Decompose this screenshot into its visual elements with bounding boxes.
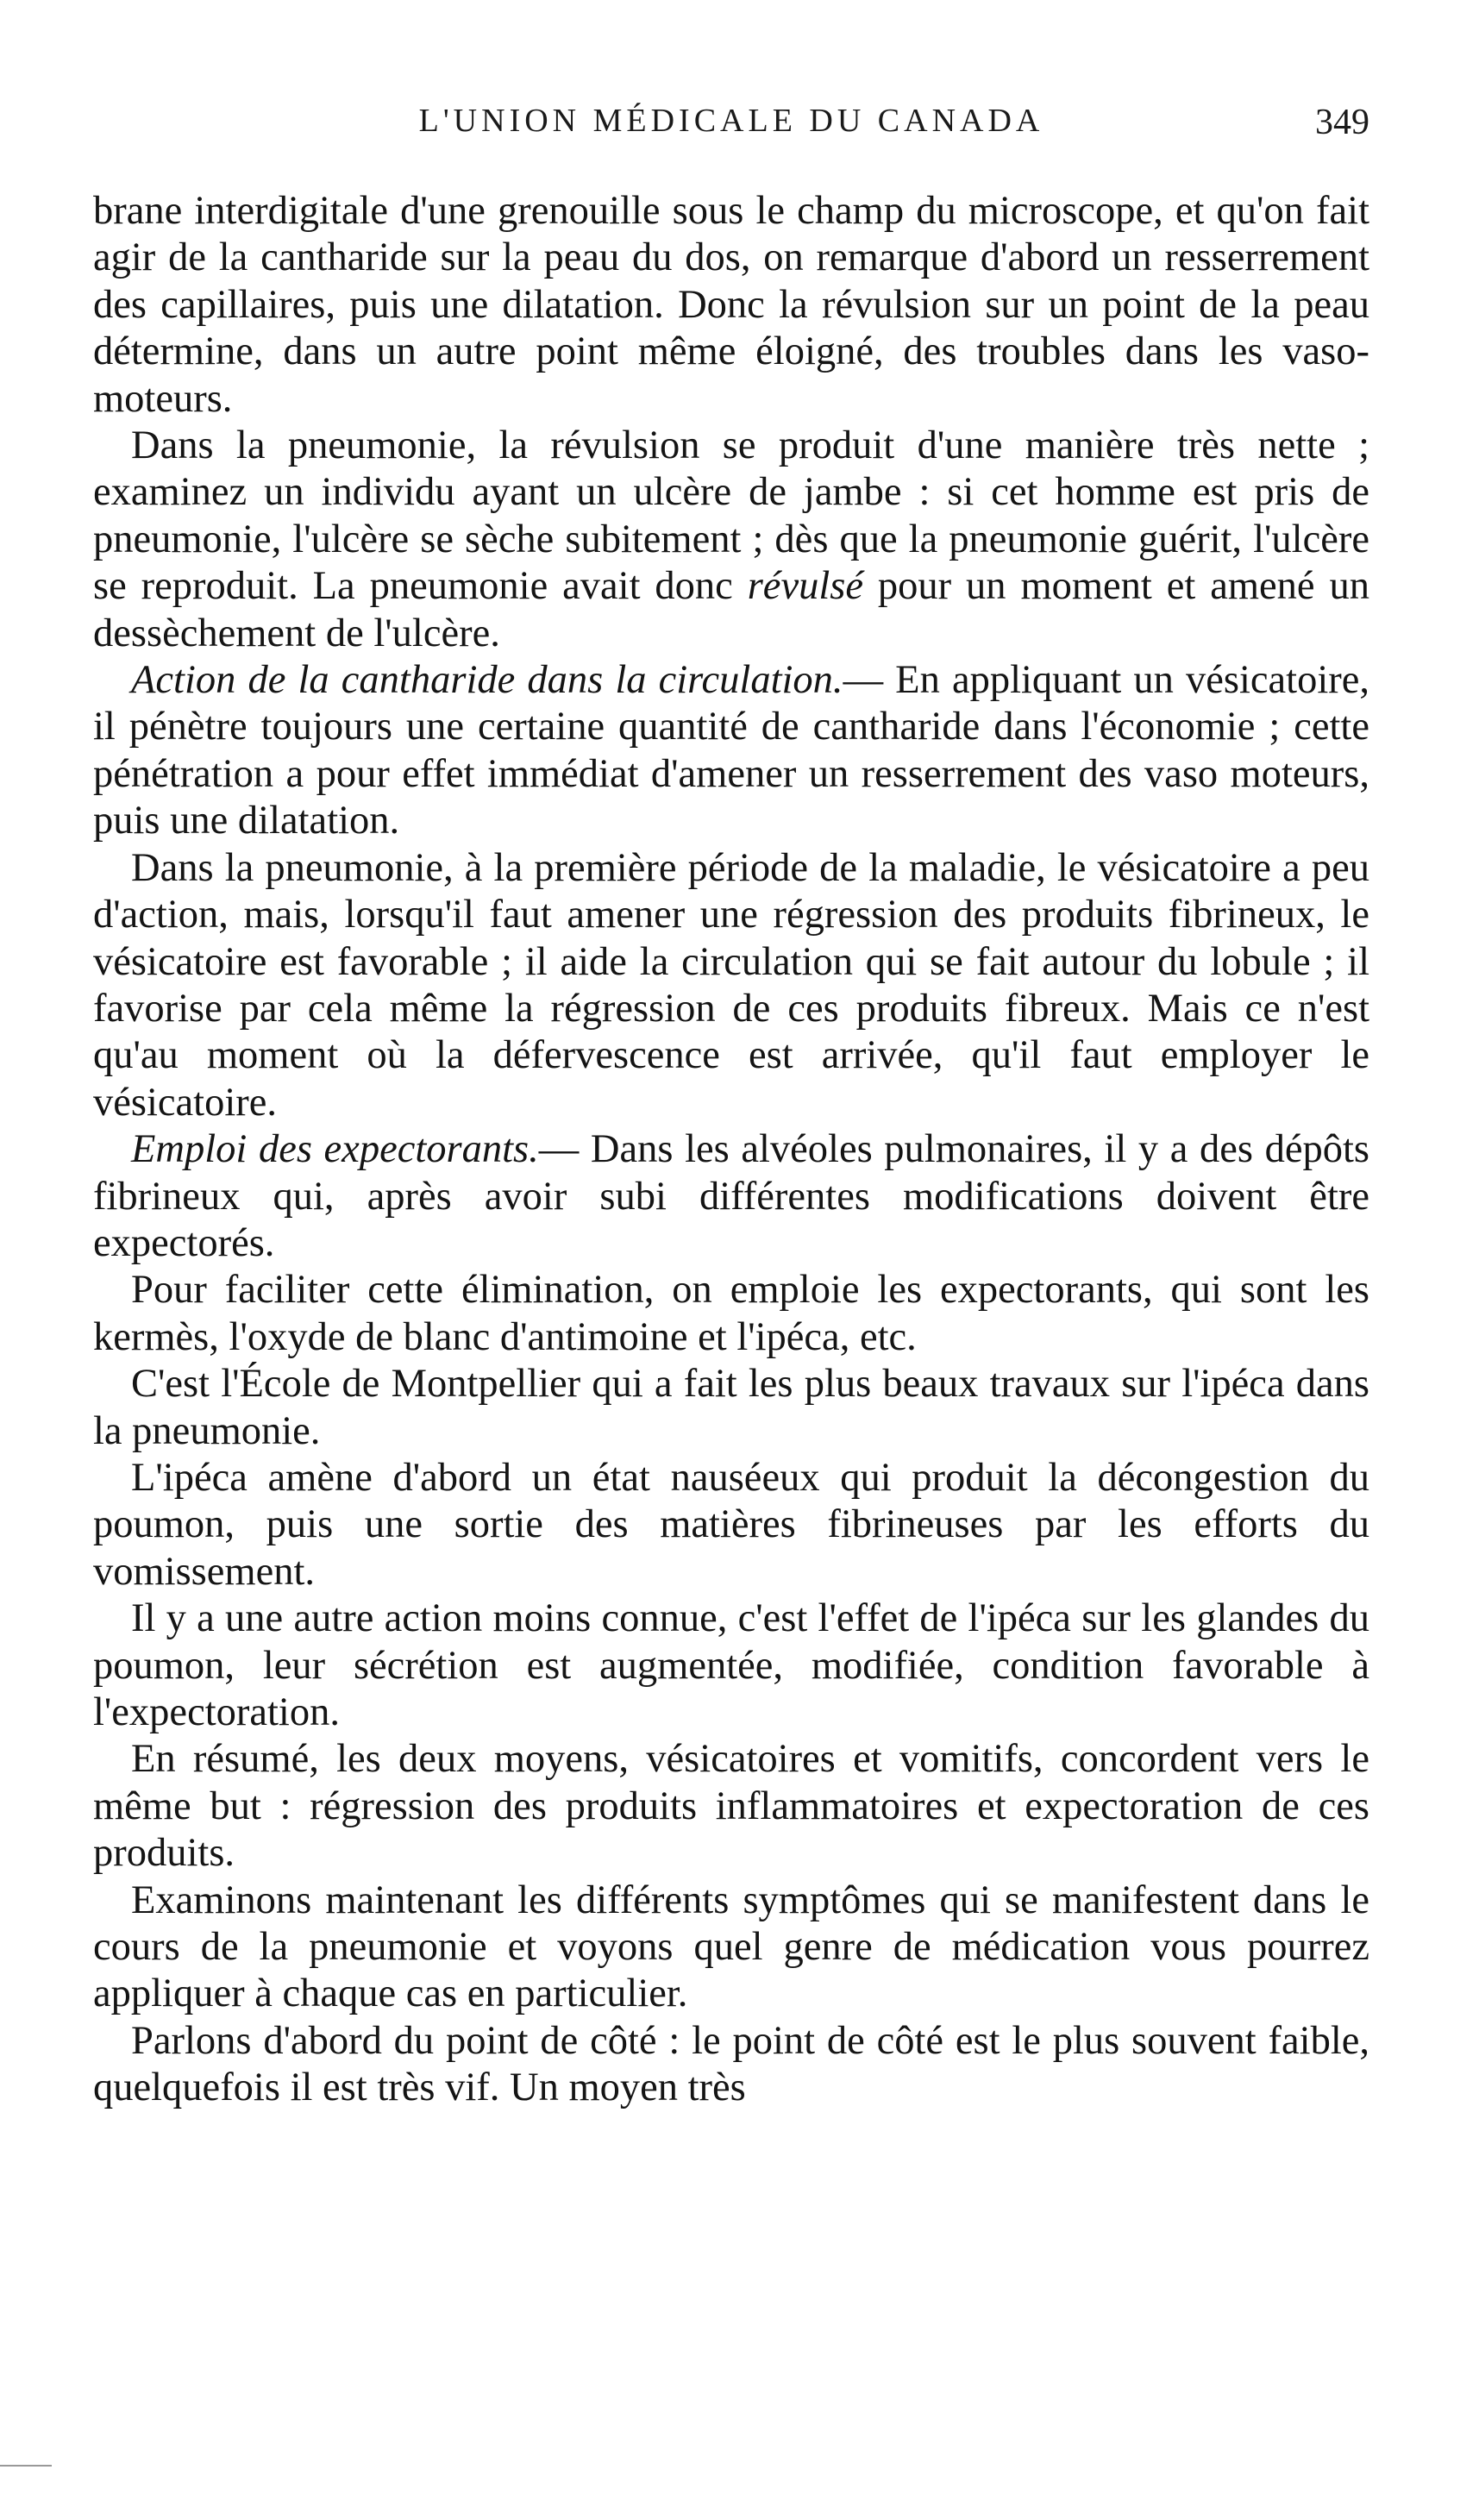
- paragraph-text: Il y a une autre action moins connue, c'est l'effet de l'ipéca sur les glandes du poumon, leur sécrétion est augmentée, modifiée, condition favorable à l'expectoration.: [93, 1596, 1369, 1734]
- section-heading: Emploi des expectorants.: [131, 1127, 539, 1172]
- paragraph-text: En résumé, les deux moyens, vésicatoires et vomitifs, concordent vers le même but : régression des produits inflammatoires et expectoration de ces produits.: [93, 1737, 1369, 1876]
- paragraph-text: — Dans les alvéoles pulmonaires, il y a des dépôts fibrineux qui, après avoir subi différentes modifications doivent être expectorés.: [93, 1127, 1369, 1265]
- paragraph-text: Examinons maintenant les différents symptômes qui se manifestent dans le cours de la pneumonie et voyons quel genre de médication vous pourrez appliquer à chaque cas en particulier.: [93, 1877, 1369, 2016]
- paragraph-vesicatoire-usage: [93, 845, 1369, 1126]
- paragraph-cantharide-action: [93, 657, 1369, 845]
- paragraph-text: Pour faciliter cette élimination, on emploie les expectorants, qui sont les kermès, l'oxyde de blanc d'antimoine et l'ipéca, etc.: [93, 1268, 1369, 1359]
- paragraph-text: Parlons d'abord du point de côté : le point de côté est le plus souvent faible, quelquefois il est très vif. Un moyen très: [93, 2018, 1369, 2110]
- running-title: L'UNION MÉDICALE DU CANADA: [418, 103, 1044, 139]
- paragraph-text: L'ipéca amène d'abord un état nauséeux qui produit la décongestion du poumon, puis une sortie des matières fibrineuses par les efforts du vomissement.: [93, 1455, 1369, 1594]
- page-edge-mark: [0, 2465, 52, 2467]
- italic-term: révulsé: [747, 564, 863, 609]
- paragraph-elimination: [93, 1267, 1369, 1361]
- paragraph-vasomotor-intro: [93, 188, 1369, 423]
- paragraph-summary: [93, 1736, 1369, 1877]
- paragraph-text: — En appliquant un vésicatoire, il pénètre toujours une certaine quantité de cantharide dans l'économie ; cette pénétration a pour effet immédiat d'amener un resserrement des vaso moteurs, puis une dilatation.: [93, 658, 1369, 843]
- paragraph-text: brane interdigitale d'une grenouille sous le champ du microscope, et qu'on fait agir de la cantharide sur la peau du dos, on remarque d'abord un resserrement des capillaires, puis une dilatation. Donc la révulsion sur un point de la peau détermine, dans un autre point même éloigné, des troubles dans les vaso-moteurs.: [93, 189, 1369, 421]
- paragraph-expectorants: [93, 1126, 1369, 1267]
- paragraph-point-de-cote: [93, 2018, 1369, 2112]
- section-heading: Action de la cantharide dans la circulation.: [131, 658, 843, 703]
- body-text: [93, 188, 1369, 2112]
- page-header: [93, 102, 1369, 154]
- paragraph-ipeca-glands: [93, 1595, 1369, 1736]
- paragraph-text: pour un moment et amené un dessèchement de l'ulcère.: [93, 564, 1369, 655]
- paragraph-text: C'est l'École de Montpellier qui a fait les plus beaux travaux sur l'ipéca dans la pneumonie.: [93, 1362, 1369, 1453]
- paragraph-ipeca-nausea: [93, 1455, 1369, 1595]
- paragraph-montpellier: [93, 1361, 1369, 1455]
- paragraph-symptoms: [93, 1877, 1369, 2018]
- paragraph-text: Dans la pneumonie, à la première période de la maladie, le vésicatoire a peu d'action, mais, lorsqu'il faut amener une régression des produits fibrineux, le vésicatoire est favorable ; il aide la circulation qui se fait autour du lobule ; il favorise par cela même la régression de ces produits fibreux. Mais ce n'est qu'au moment où la défervescence est arrivée, qu'il faut employer le vésicatoire.: [93, 845, 1369, 1125]
- page-number: 349: [1315, 103, 1369, 142]
- paragraph-pneumonia-revulsion: [93, 423, 1369, 657]
- paragraph-text: Dans la pneumonie, la révulsion se produit d'une manière très nette ; examinez un individu ayant un ulcère de jambe : si cet homme est pris de pneumonie, l'ulcère se sèche subitement ; dès que la pneumonie guérit, l'ulcère se reproduit. La pneumonie avait donc: [93, 423, 1369, 609]
